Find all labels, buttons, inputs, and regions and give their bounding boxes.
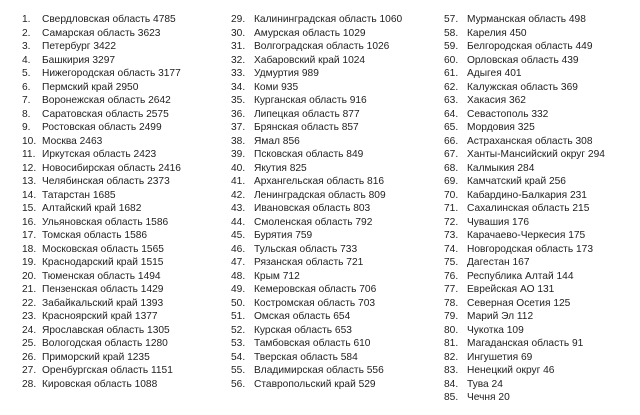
list-item-text: Северная Осетия 125: [467, 297, 571, 309]
list-item-number: 76.: [444, 270, 459, 282]
list-item-number: 11.: [22, 149, 36, 160]
list-item: [231, 378, 446, 392]
list-item-number: 63.: [444, 95, 459, 106]
list-item-number: 41.: [231, 176, 246, 187]
list-item: [444, 40, 640, 54]
list-item: [444, 81, 640, 95]
list-item-number: 33.: [231, 68, 246, 79]
list-item-text: Ставропольский край 529: [254, 378, 376, 390]
list-item-text: Бурятия 759: [254, 230, 313, 241]
list-item-text: Саратовская область 2575: [42, 108, 169, 120]
list-item-text: Нижегородская область 3177: [42, 68, 181, 79]
list-item-text: Вологодская область 1280: [42, 338, 168, 349]
list-item-text: Иркутская область 2423: [42, 149, 157, 160]
list-item: [22, 81, 227, 95]
list-item: [231, 40, 446, 54]
list-item-text: Липецкая область 877: [254, 108, 360, 120]
list-item: [231, 256, 446, 270]
list-item-text: Псковская область 849: [254, 149, 364, 160]
list-item-number: 4.: [22, 54, 31, 66]
list-item-text: Хабаровский край 1024: [254, 54, 366, 66]
list-item-text: Мордовия 325: [467, 122, 535, 133]
list-item: [22, 297, 227, 311]
list-item: [444, 243, 640, 257]
list-item: [231, 175, 446, 189]
list-item: [22, 13, 227, 27]
list-item: [22, 94, 227, 108]
list-item-text: Ростовская область 2499: [42, 122, 162, 133]
list-item-number: 25.: [22, 338, 37, 349]
list-item: [22, 378, 227, 392]
list-item-number: 84.: [444, 378, 459, 390]
list-item-number: 64.: [444, 108, 459, 120]
list-item-number: 20.: [22, 270, 37, 282]
list-item-number: 3.: [22, 41, 31, 52]
list-item-text: Дагестан 167: [467, 257, 530, 268]
list-item: [22, 67, 227, 81]
list-item-number: 83.: [444, 365, 459, 376]
list-item-text: Новгородская область 173: [467, 243, 593, 255]
list-item-text: Челябинская область 2373: [42, 176, 170, 187]
list-item-number: 37.: [231, 122, 246, 133]
list-item: [231, 67, 446, 81]
list-item-number: 1.: [22, 14, 31, 25]
list-item-number: 60.: [444, 54, 459, 66]
list-item-text: Астраханская область 308: [467, 135, 593, 147]
list-item-number: 12.: [22, 162, 37, 174]
list-item-number: 57.: [444, 14, 459, 25]
list-item-number: 70.: [444, 189, 459, 201]
list-item-number: 72.: [444, 216, 459, 228]
list-item-text: Кабардино-Балкария 231: [467, 189, 587, 201]
list-item-number: 38.: [231, 135, 246, 147]
list-item-number: 71.: [444, 203, 459, 214]
list-item: [22, 27, 227, 41]
list-item: [444, 54, 640, 68]
list-item: [444, 270, 640, 284]
list-item-number: 52.: [231, 324, 246, 336]
list-item-number: 48.: [231, 270, 246, 282]
list-item-text: Костромская область 703: [254, 297, 376, 309]
list-item-text: Ярославская область 1305: [42, 324, 170, 336]
list-item-text: Республика Алтай 144: [467, 270, 574, 282]
list-item: [231, 27, 446, 41]
list-item-text: Томская область 1586: [42, 230, 148, 241]
list-item-text: Ненецкий округ 46: [467, 365, 555, 376]
list-item-text: Чукотка 109: [467, 324, 524, 336]
list-item: [444, 202, 640, 216]
list-item-number: 31.: [231, 41, 246, 52]
list-item: [231, 337, 446, 351]
list-item-number: 58.: [444, 27, 459, 39]
list-item-number: 75.: [444, 257, 459, 268]
list-item-number: 68.: [444, 162, 459, 174]
list-item-number: 32.: [231, 54, 246, 66]
list-item: [444, 283, 640, 297]
list-item: [444, 391, 640, 405]
list-item-number: 26.: [22, 351, 37, 363]
list-item-number: 66.: [444, 135, 459, 147]
list-item-number: 39.: [231, 149, 246, 160]
list-item-text: Карачаево-Черкесия 175: [467, 230, 586, 241]
list-item-text: Калининградская область 1060: [254, 14, 403, 25]
list-item-text: Кемеровская область 706: [254, 284, 377, 295]
list-item: [22, 337, 227, 351]
list-item: [231, 270, 446, 284]
list-item-text: Ямал 856: [254, 135, 300, 147]
list-item: [231, 283, 446, 297]
list-item-number: 9.: [22, 122, 31, 133]
list-item-text: Самарская область 3623: [42, 27, 161, 39]
list-item-number: 51.: [231, 311, 246, 322]
list-item-text: Чечня 20: [467, 392, 510, 403]
list-item: [22, 202, 227, 216]
list-item: [22, 256, 227, 270]
list-item-number: 30.: [231, 27, 246, 39]
list-item-text: Мурманская область 498: [467, 14, 586, 25]
list-item-text: Петербург 3422: [42, 41, 116, 52]
list-item-number: 53.: [231, 338, 246, 349]
list-item-number: 23.: [22, 311, 37, 322]
list-item: [231, 324, 446, 338]
list-item-number: 47.: [231, 257, 246, 268]
list-item-text: Адыгея 401: [467, 68, 522, 79]
list-item-number: 40.: [231, 162, 246, 174]
list-item: [22, 135, 227, 149]
list-item-number: 65.: [444, 122, 459, 133]
list-item-number: 14.: [22, 189, 37, 201]
list-item-text: Карелия 450: [467, 27, 527, 39]
list-item-number: 43.: [231, 203, 246, 214]
list-item: [22, 40, 227, 54]
list-item-text: Татарстан 1685: [42, 189, 116, 201]
list-item-text: Удмуртия 989: [254, 68, 319, 79]
list-item: [231, 351, 446, 365]
list-item-text: Алтайский край 1682: [42, 203, 142, 214]
list-item-number: 8.: [22, 108, 31, 120]
list-item-text: Якутия 825: [254, 162, 307, 174]
list-item: [231, 297, 446, 311]
list-item-number: 18.: [22, 243, 37, 255]
list-item: [444, 175, 640, 189]
list-item: [231, 364, 446, 378]
list-item-text: Чувашия 176: [467, 216, 530, 228]
list-item: [444, 108, 640, 122]
list-item-number: 59.: [444, 41, 459, 52]
list-item-text: Марий Эл 112: [467, 311, 534, 322]
list-item-text: Москва 2463: [42, 135, 103, 147]
list-item: [231, 135, 446, 149]
list-item-text: Оренбургская область 1151: [42, 365, 173, 376]
list-item-text: Ханты-Мансийский округ 294: [467, 149, 605, 160]
list-item-text: Брянская область 857: [254, 122, 359, 133]
list-item-number: 82.: [444, 351, 459, 363]
list-item-number: 81.: [444, 338, 459, 349]
list-item-text: Сахалинская область 215: [467, 203, 590, 214]
list-item-text: Московская область 1565: [42, 243, 164, 255]
list-item-text: Краснодарский край 1515: [42, 257, 164, 268]
list-item-number: 62.: [444, 81, 459, 93]
list-item: [444, 297, 640, 311]
list-item-text: Кировская область 1088: [42, 378, 158, 390]
list-item-number: 45.: [231, 230, 246, 241]
list-item: [231, 229, 446, 243]
list-item-number: 61.: [444, 68, 459, 79]
list-item: [231, 162, 446, 176]
list-item-text: Тверская область 584: [254, 351, 358, 363]
list-item-number: 78.: [444, 297, 459, 309]
list-item-text: Архангельская область 816: [254, 176, 385, 187]
list-item-number: 29.: [231, 14, 246, 25]
list-item-number: 44.: [231, 216, 246, 228]
list-item: [22, 310, 227, 324]
list-item-text: Тюменская область 1494: [42, 270, 161, 282]
list-item: [444, 229, 640, 243]
list-item: [22, 364, 227, 378]
list-item-number: 69.: [444, 176, 459, 187]
list-item-number: 49.: [231, 284, 246, 295]
list-item: [22, 162, 227, 176]
list-item: [444, 121, 640, 135]
list-item: [444, 27, 640, 41]
list-item-text: Белгородская область 449: [467, 41, 593, 52]
list-item: [22, 229, 227, 243]
list-item: [444, 364, 640, 378]
list-item-text: Магаданская область 91: [467, 338, 584, 349]
list-item: [22, 108, 227, 122]
list-item-number: 17.: [22, 230, 37, 241]
list-item: [444, 310, 640, 324]
list-item-number: 24.: [22, 324, 37, 336]
list-item: [22, 54, 227, 68]
list-item-number: 10.: [22, 135, 37, 147]
list-item-text: Пермский край 2950: [42, 81, 139, 93]
list-item-text: Курганская область 916: [254, 95, 367, 106]
list-item: [231, 243, 446, 257]
list-item: [444, 324, 640, 338]
list-item-text: Амурская область 1029: [254, 27, 366, 39]
list-item-number: 36.: [231, 108, 246, 120]
list-item-text: Крым 712: [254, 270, 300, 282]
list-item-text: Хакасия 362: [467, 95, 526, 106]
list-item-text: Калмыкия 284: [467, 162, 535, 174]
list-item-text: Ингушетия 69: [467, 351, 533, 363]
region-list-column-3: [444, 13, 640, 405]
list-item: [444, 148, 640, 162]
list-item-text: Владимирская область 556: [254, 365, 384, 376]
list-item: [444, 162, 640, 176]
list-item: [231, 54, 446, 68]
list-item-number: 79.: [444, 311, 459, 322]
list-item-text: Смоленская область 792: [254, 216, 373, 228]
list-item: [231, 121, 446, 135]
list-item: [231, 189, 446, 203]
list-item: [22, 216, 227, 230]
list-item-text: Рязанская область 721: [254, 257, 364, 268]
list-item: [22, 351, 227, 365]
list-item-text: Тамбовская область 610: [254, 338, 371, 349]
list-item: [22, 243, 227, 257]
list-item-text: Воронежская область 2642: [42, 95, 171, 106]
list-item-text: Новосибирская область 2416: [42, 162, 181, 174]
list-item-number: 46.: [231, 243, 246, 255]
list-item-number: 13.: [22, 176, 37, 187]
list-item: [231, 310, 446, 324]
list-item-number: 21.: [22, 284, 37, 295]
list-item-number: 77.: [444, 284, 459, 295]
list-item: [22, 121, 227, 135]
list-item-text: Омская область 654: [254, 311, 351, 322]
list-item-number: 7.: [22, 95, 31, 106]
list-item-number: 15.: [22, 203, 37, 214]
list-item-text: Свердловская область 4785: [42, 14, 176, 25]
list-item: [444, 67, 640, 81]
list-item-number: 55.: [231, 365, 246, 376]
list-item-number: 19.: [22, 257, 37, 268]
list-item-number: 67.: [444, 149, 459, 160]
list-item-number: 16.: [22, 216, 37, 228]
list-item: [231, 81, 446, 95]
list-item-number: 74.: [444, 243, 459, 255]
list-item-number: 42.: [231, 189, 246, 201]
list-item-number: 22.: [22, 297, 37, 309]
list-item-number: 2.: [22, 27, 31, 39]
list-item-text: Курская область 653: [254, 324, 352, 336]
list-item-text: Приморский край 1235: [42, 351, 150, 363]
list-item-text: Орловская область 439: [467, 54, 579, 66]
list-item-text: Тульская область 733: [254, 243, 358, 255]
list-item-number: 35.: [231, 95, 246, 106]
list-item: [444, 337, 640, 351]
list-item-number: 34.: [231, 81, 246, 93]
list-item: [444, 256, 640, 270]
list-item-text: Ульяновская область 1586: [42, 216, 169, 228]
list-item-number: 80.: [444, 324, 459, 336]
list-item: [231, 13, 446, 27]
list-item-text: Башкирия 3297: [42, 54, 116, 66]
list-item-text: Ленинградская область 809: [254, 189, 386, 201]
list-item-text: Пензенская область 1429: [42, 284, 164, 295]
list-item-number: 27.: [22, 365, 37, 376]
list-item-number: 50.: [231, 297, 246, 309]
list-item-text: Ивановская область 803: [254, 203, 371, 214]
list-item-text: Тува 24: [467, 378, 503, 390]
list-item: [22, 324, 227, 338]
list-item-text: Камчатский край 256: [467, 176, 566, 187]
list-item: [444, 351, 640, 365]
list-item-text: Волгоградская область 1026: [254, 41, 390, 52]
list-item: [22, 189, 227, 203]
list-item: [231, 94, 446, 108]
list-item: [22, 270, 227, 284]
list-item: [231, 202, 446, 216]
list-item-number: 54.: [231, 351, 246, 363]
list-item: [22, 148, 227, 162]
list-item: [231, 108, 446, 122]
list-item: [22, 175, 227, 189]
list-item-text: Забайкальский край 1393: [42, 297, 164, 309]
list-item-text: Красноярский край 1377: [42, 311, 158, 322]
list-item: [444, 189, 640, 203]
list-item: [444, 94, 640, 108]
list-item: [444, 135, 640, 149]
list-item-number: 73.: [444, 230, 459, 241]
region-list-column-1: [22, 13, 227, 391]
list-item-number: 28.: [22, 378, 37, 390]
list-item: [22, 283, 227, 297]
list-item-text: Еврейская АО 131: [467, 284, 555, 295]
list-item: [231, 148, 446, 162]
list-item: [444, 13, 640, 27]
list-item-number: 85.: [444, 392, 459, 403]
list-item-text: Калужская область 369: [467, 81, 578, 93]
list-item-number: 5.: [22, 68, 31, 79]
list-item: [444, 216, 640, 230]
list-item-number: 56.: [231, 378, 246, 390]
list-item-text: Севастополь 332: [467, 108, 549, 120]
region-list-column-2: [231, 13, 446, 391]
list-item-text: Коми 935: [254, 81, 299, 93]
list-item: [444, 378, 640, 392]
list-item: [231, 216, 446, 230]
list-item-number: 6.: [22, 81, 31, 93]
